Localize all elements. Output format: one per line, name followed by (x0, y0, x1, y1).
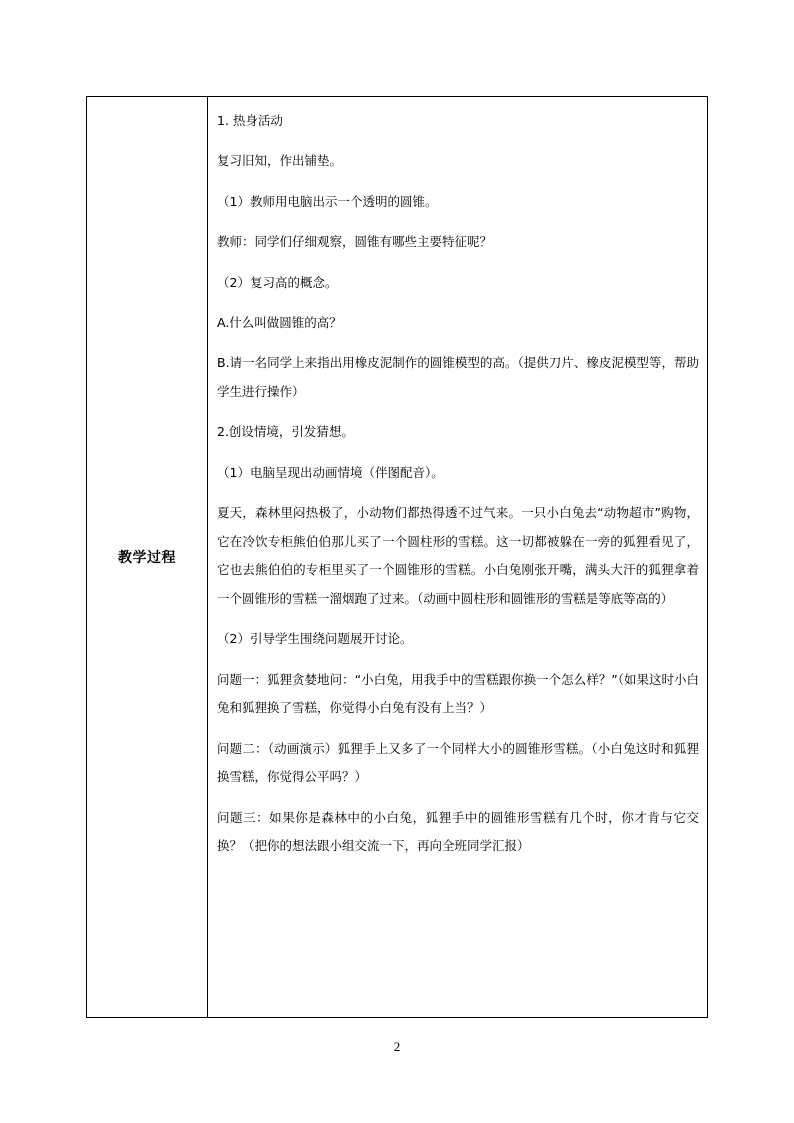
paragraph-review: 复习旧知，作出铺垫。 (217, 153, 343, 169)
row-label-cell (87, 97, 208, 1017)
row-label: 教学过程 (118, 550, 176, 566)
paragraph-problem-2: 问题二：（动画演示）狐狸手上又多了一个同样大小的圆锥形雪糕。（小白兔这时和狐狸换雪糕，你觉得公平吗？） (217, 740, 699, 785)
page-number: 2 (393, 1039, 401, 1054)
paragraph-step-1: （1）教师用电脑出示一个透明的圆锥。 (217, 193, 438, 209)
paragraph-scenario-title: 2.创设情境，引发猜想。 (217, 424, 354, 440)
lesson-table (86, 96, 708, 1018)
paragraph-discussion: （2）引导学生围绕问题展开讨论。 (217, 631, 413, 647)
paragraph-question-b: B.请一名同学上来指出用橡皮泥制作的圆锥模型的高。（提供刀片、橡皮泥模型等，帮助学生进行操作） (217, 355, 699, 399)
paragraph-story: 夏天，森林里闷热极了，小动物们都热得透不过气来。一只小白兔去“动物超市”购物，它在冷饮专柜熊伯伯那儿买了一个圆柱形的雪糕。这一切都被躲在一旁的狐狸看见了，它也去熊伯伯的专柜里买了一个圆锥形的雪糕。小白兔刚张开嘴，满头大汗的狐狸拿着一个圆锥形的雪糕一溜烟跑了过来。（动画中圆柱形和圆锥形的雪糕是等底等高的） (217, 505, 699, 606)
content-cell (208, 97, 707, 1017)
paragraph-step-2: （2）复习高的概念。 (217, 274, 338, 290)
paragraph-problem-1: 问题一：狐狸贪婪地问：“小白兔，用我手中的雪糕跟你换一个怎么样？”（如果这时小白兔和狐狸换了雪糕，你觉得小白兔有没有上当？） (217, 671, 699, 716)
paragraph-teacher-question: 教师：同学们仔细观察，圆锥有哪些主要特征呢？ (217, 234, 493, 250)
paragraph-warmup-title: 1. 热身活动 (217, 113, 283, 128)
paragraph-problem-3: 问题三：如果你是森林中的小白兔，狐狸手中的圆锥形雪糕有几个时，你才肯与它交换？（把你的想法跟小组交流一下，再向全班同学汇报） (217, 809, 699, 854)
paragraph-animation: （1）电脑呈现出动画情境（伴图配音）。 (217, 464, 444, 480)
paragraph-question-a: A.什么叫做圆锥的高？ (217, 314, 342, 330)
